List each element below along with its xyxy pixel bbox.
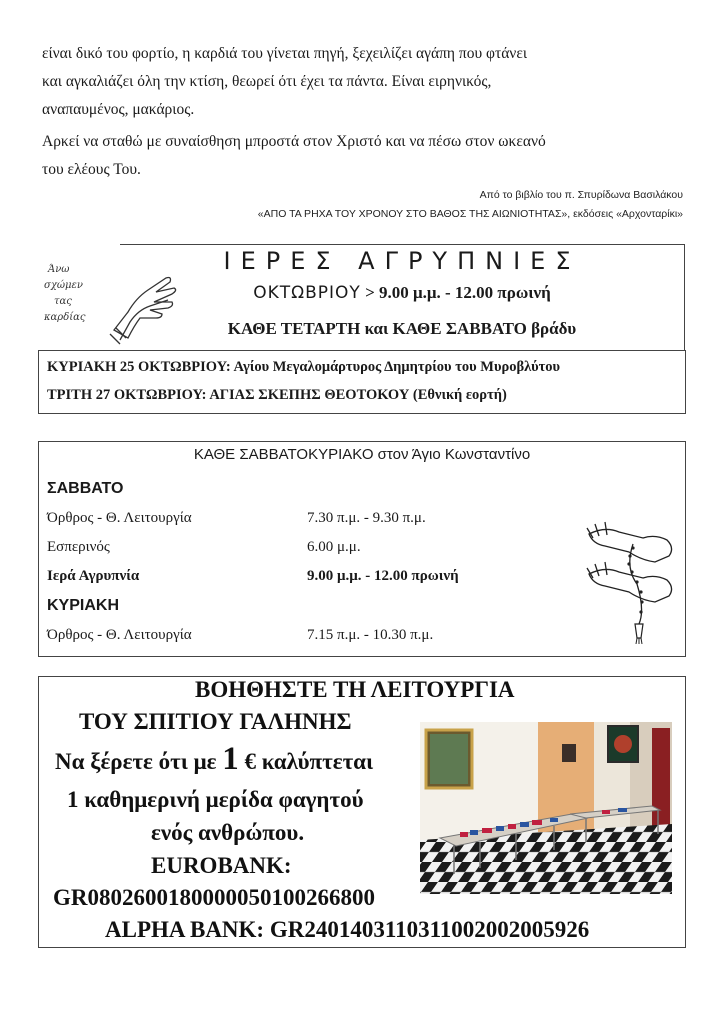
text-line: του ελέους Του.	[42, 161, 141, 178]
vigils-time	[120, 283, 684, 303]
caption-word: σχώμεν	[44, 280, 83, 291]
service-name: Όρθρος - Θ. Λειτουργία	[47, 627, 192, 643]
day-sunday: ΚΥΡΙΑΚΗ	[47, 597, 120, 614]
paragraph-2	[42, 128, 684, 184]
donation-heading: ΒΟΗΘΗΣΤΕ ΤΗ ΛΕΙΤΟΥΡΓΙΑ	[195, 677, 515, 702]
text-line: και αγκαλιάζει όλη την κτίση, θεωρεί ότι έχει τα πάντα. Είναι ειρηνικός,	[42, 73, 492, 90]
donation-cost-line	[55, 741, 373, 778]
feast-item: ΤΡΙΤΗ 27 ΟΚΤΩΒΡΙΟΥ: ΑΓΙΑΣ ΣΚΕΠΗΣ ΘΕΟΤΟΚΟΥ (Εθνική εορτή)	[47, 387, 507, 403]
vigils-hours: > 9.00 μ.μ. - 12.00 πρωινή	[360, 283, 551, 302]
day-saturday: ΣΑΒΒΑΤΟ	[47, 480, 124, 497]
service-name: Εσπερινός	[47, 539, 110, 555]
source-author: Από το βιβλίο του π. Σπυρίδωνα Βασιλάκου	[479, 189, 683, 201]
vigils-days: ΚΑΘΕ ΤΕΤΑΡΤΗ και ΚΑΘΕ ΣΑΒΒΑΤΟ βράδυ	[227, 319, 577, 338]
service-time: 9.00 μ.μ. - 12.00 πρωινή	[307, 568, 459, 584]
paragraph-1	[42, 40, 684, 124]
bank-iban: GR0802600180000050100266800	[53, 885, 375, 910]
bank-alpha: ALPHA BANK: GR2401403110311002002005926	[105, 917, 590, 942]
cost-text: € καλύπτεται	[238, 749, 374, 774]
service-name: Όρθρος - Θ. Λειτουργία	[47, 510, 192, 526]
text-line: αναπαυμένος, μακάριος.	[42, 101, 195, 118]
text-line: είναι δικό του φορτίο, η καρδιά του γίνεται πηγή, ξεχειλίζει αγάπη που φτάνει	[42, 45, 527, 62]
donation-person-line: ενός ανθρώπου.	[151, 820, 305, 845]
source-book: «ΑΠΟ ΤΑ ΡΗΧΑ ΤΟΥ ΧΡΟΝΟΥ ΣΤΟ ΒΑΘΟΣ ΤΗΣ ΑΙΩΝΙΟΤΗΤΑΣ», εκδόσεις «Αρχονταρίκι»	[257, 208, 683, 220]
vigils-title: ΙΕΡΕΣ ΑΓΡΥΠΝΙΕΣ	[223, 247, 581, 275]
text-line: Αρκεί να σταθώ με συναίσθηση μπροστά στον Χριστό και να πέσω στον ωκεανό	[42, 133, 546, 150]
caption-word: καρδίας	[44, 312, 86, 323]
service-name: Ιερά Αγρυπνία	[47, 568, 140, 584]
prayer-rope-hands-illustration	[585, 520, 681, 644]
service-time: 7.30 π.μ. - 9.30 π.μ.	[307, 510, 426, 526]
donation-subheading: ΤΟΥ ΣΠΙΤΙΟΥ ΓΑΛΗΝΗΣ	[79, 709, 352, 734]
vigils-header	[120, 244, 685, 351]
service-time: 7.15 π.μ. - 10.30 π.μ.	[307, 627, 434, 643]
bank-label: EUROBANK:	[151, 853, 292, 878]
feast-list	[38, 350, 686, 414]
vigils-month: ΟΚΤΩΒΡΙΟΥ	[253, 283, 361, 303]
cost-text: Να ξέρετε ότι με	[55, 749, 223, 774]
cost-amount: 1	[222, 741, 239, 777]
raised-hands-illustration	[44, 250, 184, 346]
donation-portion-line: 1 καθημερινή μερίδα φαγητού	[67, 787, 364, 812]
service-time: 6.00 μ.μ.	[307, 539, 361, 555]
feast-item: ΚΥΡΙΑΚΗ 25 ΟΚΤΩΒΡΙΟΥ: Αγίου Μεγαλομάρτυρος Δημητρίου του Μυροβλύτου	[47, 359, 561, 375]
caption-word: τας	[54, 296, 72, 307]
caption-word: Άνω	[48, 264, 70, 275]
schedule-title: ΚΑΘΕ ΣΑΒΒΑΤΟΚΥΡΙΑΚΟ στον Άγιο Κωνσταντίνο	[193, 446, 531, 463]
dining-room-photo	[420, 722, 672, 894]
